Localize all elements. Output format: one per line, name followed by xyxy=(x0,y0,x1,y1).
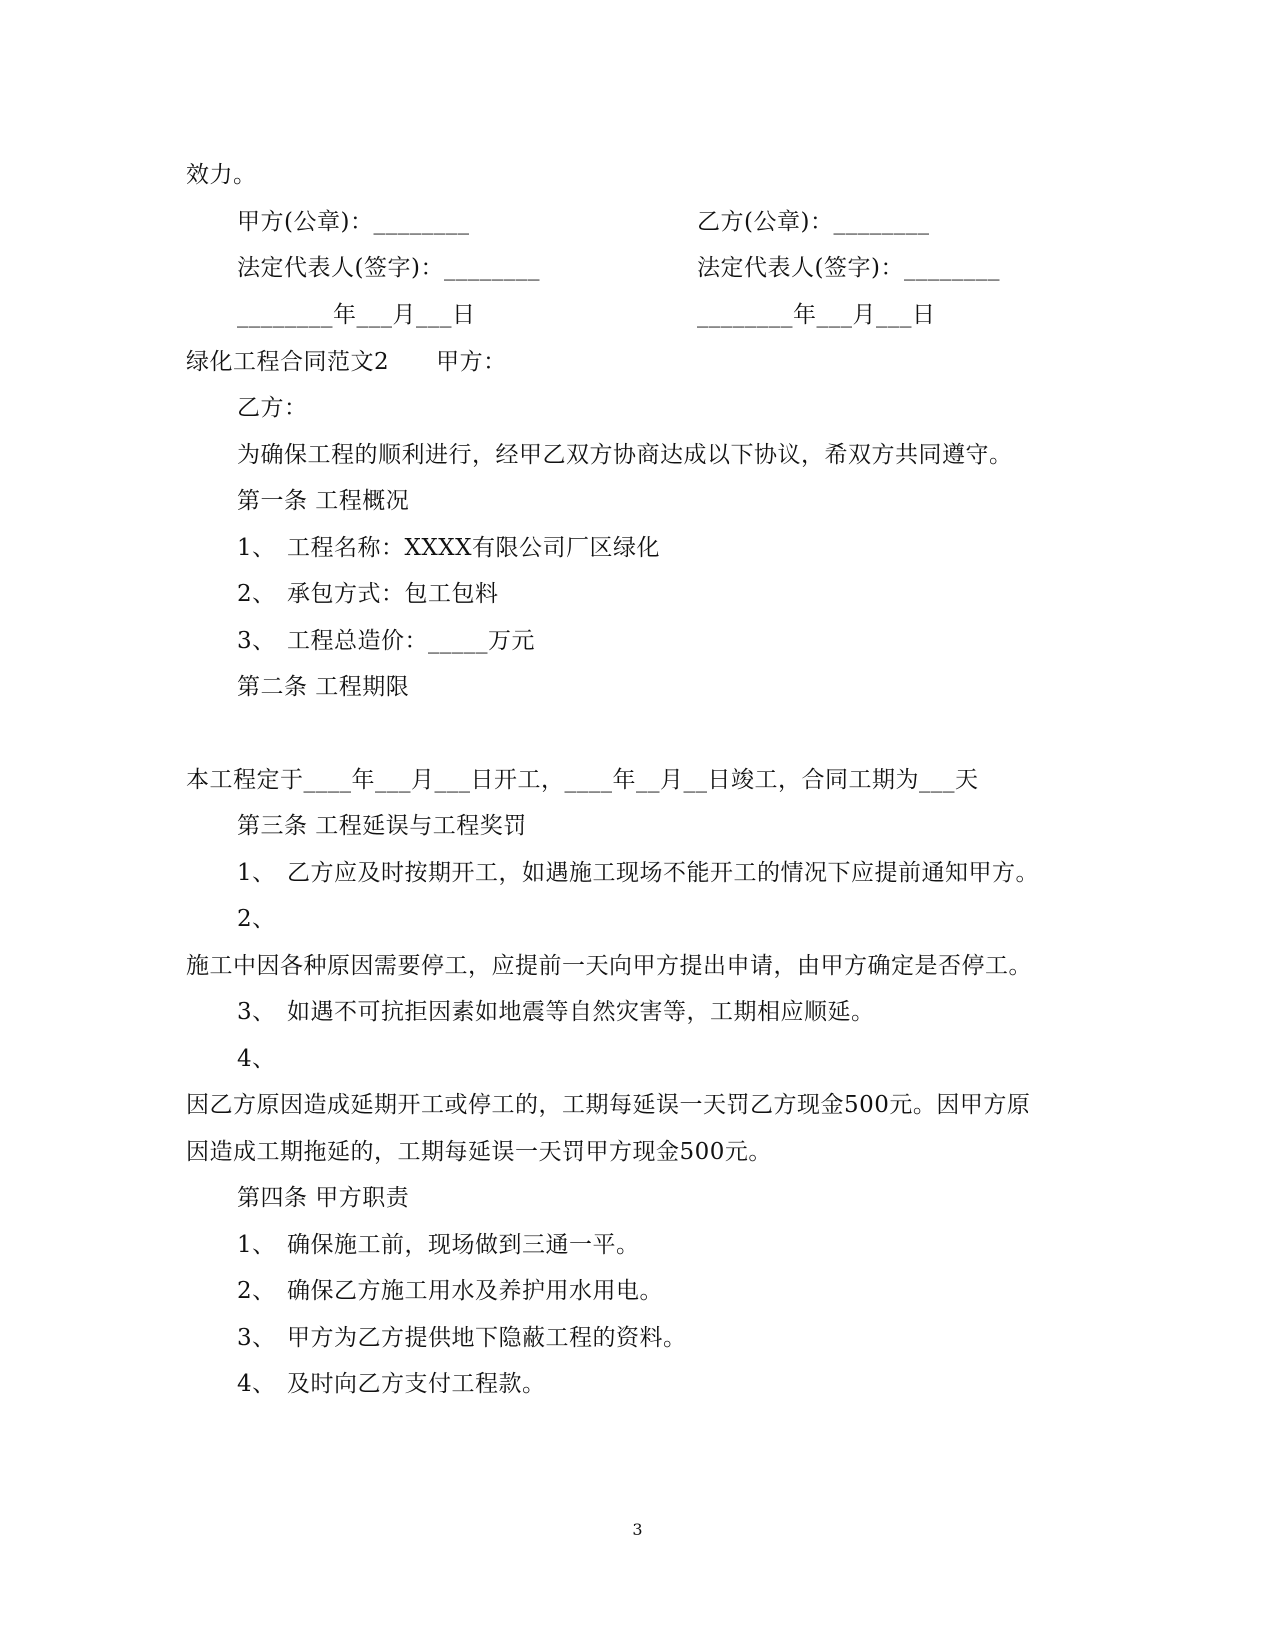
party-b-label: 乙方： xyxy=(237,395,308,421)
effect-text: 效力。 xyxy=(186,162,257,188)
article2-title: 第二条 工程期限 xyxy=(237,674,410,700)
party-a-representative: 法定代表人(签字)：________ xyxy=(237,255,540,281)
party-b-date: ________年___月___日 xyxy=(697,302,936,328)
item-number: 4、 xyxy=(237,1371,276,1397)
item-text: 工程总造价：_____万元 xyxy=(287,628,535,654)
article3-item1 xyxy=(237,858,1039,888)
item-number: 3、 xyxy=(237,628,276,654)
item-number: 2、 xyxy=(237,581,276,607)
contract2-title: 绿化工程合同范文2 甲方： xyxy=(186,349,507,375)
article1-title: 第一条 工程概况 xyxy=(237,488,410,514)
article3-item4-text-line1: 因乙方原因造成延期开工或停工的，工期每延误一天罚乙方现金500元。因甲方原 xyxy=(186,1092,1031,1118)
article3-item4-text-line2: 因造成工期拖延的，工期每延误一天罚甲方现金500元。 xyxy=(186,1139,772,1165)
item-number: 3、 xyxy=(237,999,276,1025)
item-number: 2、 xyxy=(237,1278,276,1304)
party-a-date: ________年___月___日 xyxy=(237,302,476,328)
article3-item3 xyxy=(237,997,875,1027)
article3-item2-text: 施工中因各种原因需要停工，应提前一天向甲方提出申请，由甲方确定是否停工。 xyxy=(186,953,1032,979)
article4-item4 xyxy=(237,1369,546,1399)
party-a-seal: 甲方(公章)：________ xyxy=(237,209,470,235)
item-text: 承包方式：包工包料 xyxy=(287,581,499,607)
item-number: 1、 xyxy=(237,535,276,561)
item-text: 及时向乙方支付工程款。 xyxy=(287,1371,546,1397)
item-text: 如遇不可抗拒因素如地震等自然灾害等，工期相应顺延。 xyxy=(287,999,875,1025)
article4-title: 第四条 甲方职责 xyxy=(237,1185,410,1211)
party-b-representative: 法定代表人(签字)：________ xyxy=(697,255,1000,281)
article3-item2-number: 2、 xyxy=(237,906,276,932)
item-text: 甲方为乙方提供地下隐蔽工程的资料。 xyxy=(287,1325,687,1351)
intro-paragraph: 为确保工程的顺利进行，经甲乙双方协商达成以下协议，希双方共同遵守。 xyxy=(237,442,1013,468)
article3-item4-number: 4、 xyxy=(237,1046,276,1072)
article4-item1 xyxy=(237,1230,640,1260)
article3-title: 第三条 工程延误与工程奖罚 xyxy=(237,813,527,839)
article1-item2 xyxy=(237,579,499,609)
item-text: 确保乙方施工用水及养护用水用电。 xyxy=(287,1278,663,1304)
item-text: 确保施工前，现场做到三通一平。 xyxy=(287,1232,640,1258)
item-number: 1、 xyxy=(237,1232,276,1258)
party-b-seal: 乙方(公章)：________ xyxy=(697,209,930,235)
page-number: 3 xyxy=(632,1520,643,1539)
item-number: 1、 xyxy=(237,860,276,886)
article1-item1 xyxy=(237,533,660,563)
article2-body: 本工程定于____年___月___日开工，____年__月__日竣工，合同工期为___天 xyxy=(186,767,979,793)
article4-item3 xyxy=(237,1323,687,1353)
item-text: 工程名称：XXXX有限公司厂区绿化 xyxy=(287,535,660,561)
item-text: 乙方应及时按期开工，如遇施工现场不能开工的情况下应提前通知甲方。 xyxy=(287,860,1039,886)
article4-item2 xyxy=(237,1276,663,1306)
article1-item3 xyxy=(237,626,535,656)
item-number: 3、 xyxy=(237,1325,276,1351)
